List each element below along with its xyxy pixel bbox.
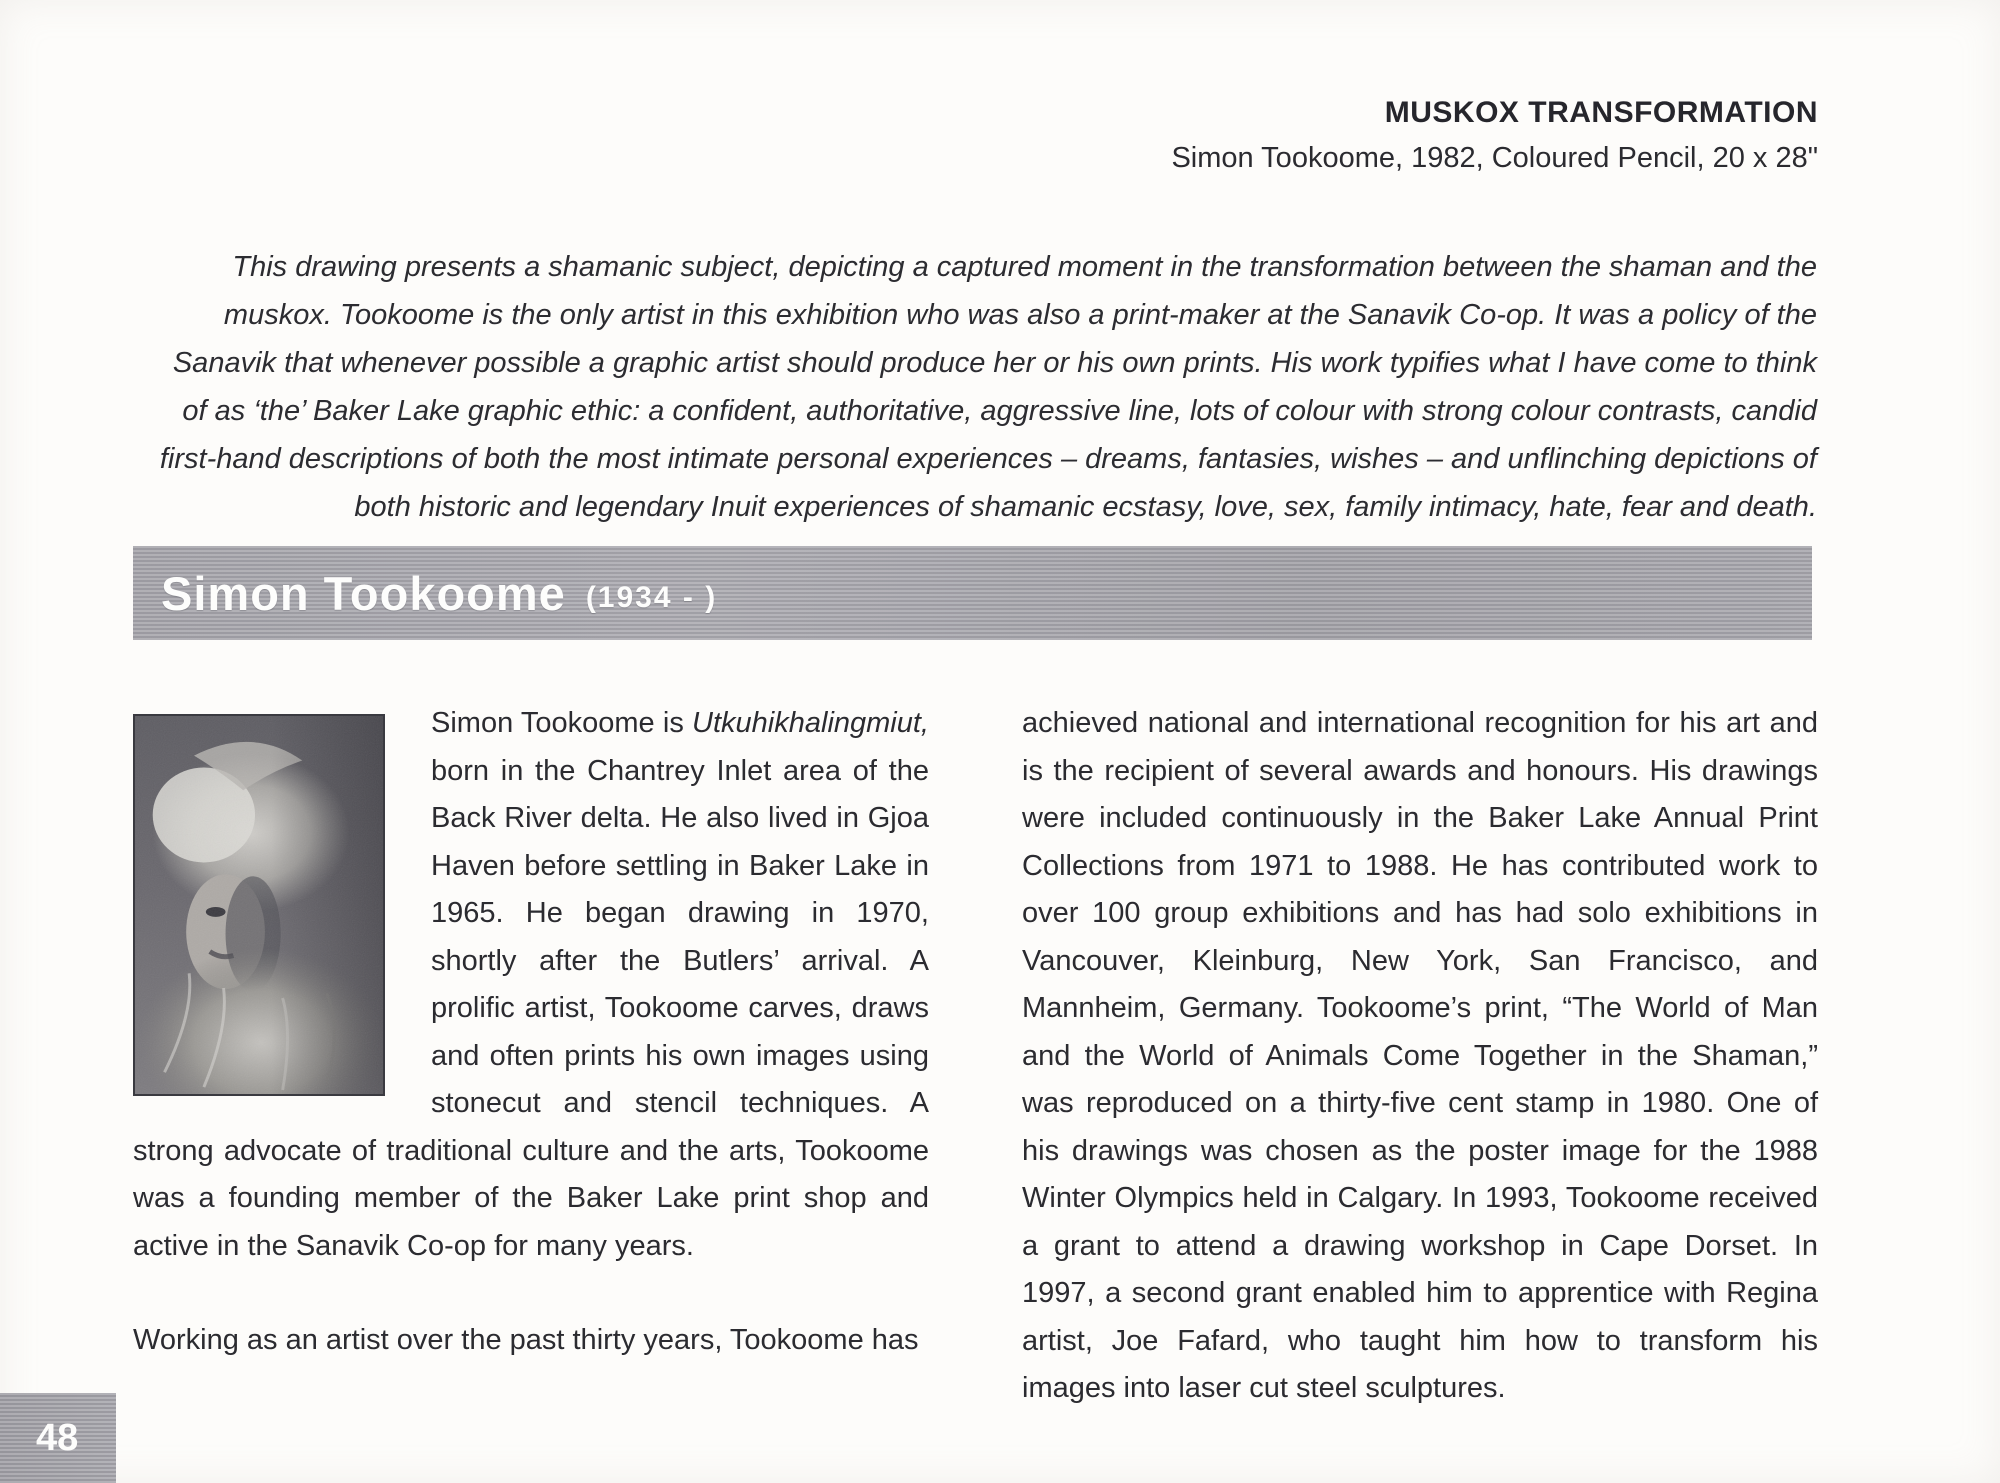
artist-name: Simon Tookoome <box>161 566 566 620</box>
biography-column-right <box>1022 700 1818 1413</box>
artist-banner <box>133 546 1812 640</box>
intro-line: This drawing presents a shamanic subject, depicting a captured moment in the transformation between the shaman and the <box>232 251 1817 283</box>
artwork-caption: Simon Tookoome, 1982, Coloured Pencil, 20 x 28" <box>1171 142 1818 174</box>
intro-line: muskox. Tookoome is the only artist in this exhibition who was also a print-maker at the Sanavik Co-op. It was a policy of the <box>223 299 1817 331</box>
bio-paragraph-2: Working as an artist over the past thirty years, Tookoome has <box>133 1324 919 1356</box>
bio-paragraph-1-start: Simon Tookoome is <box>431 707 693 739</box>
intro-line: first-hand descriptions of both the most intimate personal experiences – dreams, fantasies, wishes – and unflinching depictions of <box>159 443 1817 475</box>
page-number-badge <box>0 1393 116 1483</box>
curator-intro-paragraph <box>140 243 1817 531</box>
bio-paragraph-3: achieved national and international recognition for his art and is the recipient of several awards and honours. His drawings were included continuously in the Baker Lake Annual Print Collections from 1971 to 1988. He has contributed work to over 100 group exhibitions and has had solo exhibitions in Vancouver, Kleinburg, New York, San Francisco, and Mannheim, Germany. Tookoome’s print, “The World of Man and the World of Animals Come Together in the Shaman,” was reproduced on a thirty-five cent stamp in 1980. One of his drawings was chosen as the poster image for the 1988 Winter Olympics held in Calgary. In 1993, Tookoome received a grant to attend a drawing workshop in Cape Dorset. In 1997, a second grant enabled him to apprentice with Regina artist, Joe Fafard, who taught him how to transform his images into laser cut steel sculptures. <box>1022 707 1818 1404</box>
artist-portrait-photo <box>133 714 385 1096</box>
intro-line: of as ‘the’ Baker Lake graphic ethic: a confident, authoritative, aggressive line, lots of colour with strong colour contrasts, candid <box>182 395 1817 427</box>
page-number: 48 <box>36 1416 79 1459</box>
intro-line: both historic and legendary Inuit experiences of shamanic ecstasy, love, sex, family intimacy, hate, fear and death. <box>354 491 1817 523</box>
bio-paragraph-1-rest: born in the Chantrey Inlet area of the Back River delta. He also lived in Gjoa Haven before settling in Baker Lake in 1965. He began drawing in 1970, shortly after the Butlers’ arrival. A prolific artist, Tookoome carves, draws and often prints his own images using stonecut and stencil techniques. A strong advocate of traditional culture and the arts, Tookoome was a founding member of the Baker Lake print shop and active in the Sanavik Co-op for many years. <box>133 754 929 1262</box>
biography-columns <box>133 700 1818 1413</box>
bio-paragraph-1-italic-word: Utkuhikhalingmiut, <box>692 707 929 739</box>
intro-line: Sanavik that whenever possible a graphic artist should produce her or his own prints. His work typifies what I have come to think <box>172 347 1817 379</box>
biography-column-left <box>133 700 929 1413</box>
artist-dates: (1934 - ) <box>585 581 718 614</box>
artwork-title: MUSKOX TRANSFORMATION <box>1384 96 1818 129</box>
artwork-header <box>1171 96 1818 175</box>
